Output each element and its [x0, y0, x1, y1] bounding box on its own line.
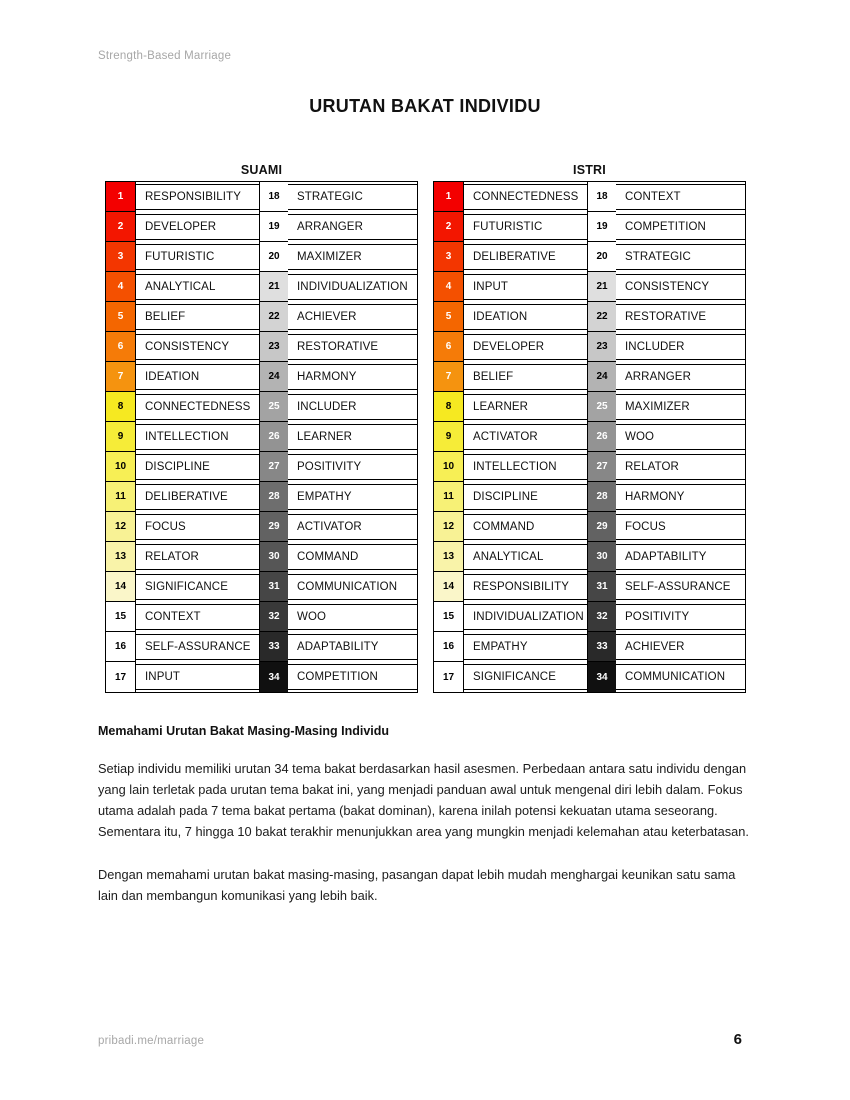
talent-name: CONTEXT	[616, 184, 745, 210]
rank-cell: 24	[587, 362, 616, 392]
talent-name: HARMONY	[288, 364, 417, 390]
footer-url: pribadi.me/marriage	[98, 1035, 205, 1047]
talent-cell	[136, 362, 259, 392]
rank-cell: 6	[434, 332, 464, 362]
talent-cell	[464, 422, 587, 452]
talent-cell	[616, 602, 745, 632]
talent-cell	[288, 302, 417, 332]
talent-name: MAXIMIZER	[616, 394, 745, 420]
talent-name: COMMAND	[464, 514, 587, 540]
talent-name: ANALYTICAL	[464, 544, 587, 570]
footer	[98, 1031, 742, 1048]
rank-cell: 3	[434, 242, 464, 272]
rank-cell: 12	[434, 512, 464, 542]
talent-cell	[464, 482, 587, 512]
rank-cell: 18	[587, 182, 616, 212]
rank-cell: 29	[587, 512, 616, 542]
talent-cell	[616, 212, 745, 242]
talent-cell	[464, 182, 587, 212]
talent-cell	[136, 332, 259, 362]
talent-name: COMPETITION	[616, 214, 745, 240]
talent-name: STRATEGIC	[616, 244, 745, 270]
talent-name: DELIBERATIVE	[136, 484, 259, 510]
talent-name: BELIEF	[464, 364, 587, 390]
talent-name: INPUT	[136, 664, 259, 690]
rank-cell: 23	[587, 332, 616, 362]
talent-name: WOO	[616, 424, 745, 450]
talent-cell	[288, 422, 417, 452]
rank-cell: 1	[106, 182, 136, 212]
talent-cell	[288, 572, 417, 602]
rank-cell: 8	[434, 392, 464, 422]
talent-cell	[136, 302, 259, 332]
rank-cell: 25	[587, 392, 616, 422]
talent-cell	[288, 632, 417, 662]
talent-name: FUTURISTIC	[136, 244, 259, 270]
talent-name: SIGNIFICANCE	[464, 664, 587, 690]
talent-cell	[616, 302, 745, 332]
talent-cell	[464, 302, 587, 332]
rank-cell: 13	[434, 542, 464, 572]
talent-name: INCLUDER	[616, 334, 745, 360]
rank-cell: 30	[259, 542, 288, 572]
rank-cell: 20	[587, 242, 616, 272]
rank-cell: 23	[259, 332, 288, 362]
talent-cell	[616, 662, 745, 692]
talent-cell	[616, 392, 745, 422]
talent-name: DEVELOPER	[136, 214, 259, 240]
talent-cell	[136, 242, 259, 272]
rank-cell: 22	[259, 302, 288, 332]
talent-name: CONNECTEDNESS	[464, 184, 587, 210]
talent-cell	[136, 632, 259, 662]
rank-cell: 10	[434, 452, 464, 482]
rank-cell: 2	[434, 212, 464, 242]
talent-name: RESPONSIBILITY	[136, 184, 259, 210]
talent-cell	[464, 512, 587, 542]
talent-name: ANALYTICAL	[136, 274, 259, 300]
rank-cell: 27	[259, 452, 288, 482]
rank-cell: 26	[587, 422, 616, 452]
talent-name: SIGNIFICANCE	[136, 574, 259, 600]
talent-cell	[616, 482, 745, 512]
talent-name: FOCUS	[136, 514, 259, 540]
rank-cell: 15	[106, 602, 136, 632]
rank-cell: 10	[106, 452, 136, 482]
talent-name: COMMAND	[288, 544, 417, 570]
talent-cell	[616, 362, 745, 392]
talent-cell	[288, 392, 417, 422]
rank-cell: 34	[259, 662, 288, 692]
talent-cell	[136, 272, 259, 302]
rank-cell: 34	[587, 662, 616, 692]
talent-cell	[288, 242, 417, 272]
rank-cell: 18	[259, 182, 288, 212]
talent-name: ACHIEVER	[288, 304, 417, 330]
rank-cell: 31	[259, 572, 288, 602]
talent-name: ACHIEVER	[616, 634, 745, 660]
talent-cell	[136, 482, 259, 512]
talent-table-istri	[433, 181, 746, 693]
talent-name: EMPATHY	[464, 634, 587, 660]
rank-cell: 1	[434, 182, 464, 212]
talent-cell	[616, 422, 745, 452]
talent-name: IDEATION	[136, 364, 259, 390]
talent-cell	[616, 572, 745, 602]
talent-cell	[288, 362, 417, 392]
rank-cell: 32	[259, 602, 288, 632]
talent-cell	[616, 632, 745, 662]
talent-cell	[464, 272, 587, 302]
talent-cell	[288, 662, 417, 692]
istri-table-block	[433, 163, 746, 693]
talent-name: HARMONY	[616, 484, 745, 510]
rank-cell: 30	[587, 542, 616, 572]
rank-cell: 14	[106, 572, 136, 602]
rank-cell: 9	[106, 422, 136, 452]
talent-cell	[616, 452, 745, 482]
talent-name: SELF-ASSURANCE	[136, 634, 259, 660]
talent-cell	[616, 512, 745, 542]
rank-cell: 5	[434, 302, 464, 332]
talent-name: INDIVIDUALIZATION	[288, 274, 417, 300]
talent-name: DEVELOPER	[464, 334, 587, 360]
talent-cell	[464, 602, 587, 632]
talent-cell	[136, 212, 259, 242]
talent-cell	[464, 362, 587, 392]
talent-table-suami	[105, 181, 418, 693]
talent-name: INTELLECTION	[136, 424, 259, 450]
rank-cell: 24	[259, 362, 288, 392]
talent-cell	[464, 242, 587, 272]
talent-name: INCLUDER	[288, 394, 417, 420]
talent-tables	[105, 163, 746, 693]
talent-name: SELF-ASSURANCE	[616, 574, 745, 600]
rank-cell: 19	[587, 212, 616, 242]
talent-name: POSITIVITY	[616, 604, 745, 630]
talent-cell	[136, 422, 259, 452]
talent-name: WOO	[288, 604, 417, 630]
talent-cell	[288, 212, 417, 242]
talent-cell	[288, 272, 417, 302]
suami-table-block	[105, 163, 418, 693]
talent-cell	[288, 452, 417, 482]
talent-cell	[464, 542, 587, 572]
rank-cell: 26	[259, 422, 288, 452]
talent-name: COMMUNICATION	[288, 574, 417, 600]
talent-name: LEARNER	[288, 424, 417, 450]
talent-cell	[136, 512, 259, 542]
talent-cell	[464, 332, 587, 362]
talent-name: DISCIPLINE	[136, 454, 259, 480]
section-heading: Memahami Urutan Bakat Masing-Masing Individu	[98, 724, 390, 738]
talent-name: RESTORATIVE	[288, 334, 417, 360]
talent-name: CONSISTENCY	[616, 274, 745, 300]
rank-cell: 33	[587, 632, 616, 662]
talent-cell	[136, 542, 259, 572]
rank-cell: 4	[106, 272, 136, 302]
talent-cell	[288, 542, 417, 572]
rank-cell: 16	[434, 632, 464, 662]
rank-cell: 33	[259, 632, 288, 662]
rank-cell: 11	[434, 482, 464, 512]
talent-name: LEARNER	[464, 394, 587, 420]
talent-cell	[136, 662, 259, 692]
talent-name: RESPONSIBILITY	[464, 574, 587, 600]
rank-cell: 15	[434, 602, 464, 632]
rank-cell: 12	[106, 512, 136, 542]
talent-name: DELIBERATIVE	[464, 244, 587, 270]
rank-cell: 9	[434, 422, 464, 452]
talent-name: MAXIMIZER	[288, 244, 417, 270]
rank-cell: 5	[106, 302, 136, 332]
talent-name: ARRANGER	[616, 364, 745, 390]
talent-name: ACTIVATOR	[464, 424, 587, 450]
talent-name: CONTEXT	[136, 604, 259, 630]
talent-name: CONNECTEDNESS	[136, 394, 259, 420]
talent-cell	[136, 602, 259, 632]
talent-cell	[288, 512, 417, 542]
talent-cell	[136, 452, 259, 482]
rank-cell: 25	[259, 392, 288, 422]
talent-cell	[288, 332, 417, 362]
page-title: URUTAN BAKAT INDIVIDU	[309, 96, 541, 116]
rank-cell: 31	[587, 572, 616, 602]
talent-cell	[616, 542, 745, 572]
talent-cell	[288, 482, 417, 512]
rank-cell: 29	[259, 512, 288, 542]
paragraph-1: Setiap individu memiliki urutan 34 tema bakat berdasarkan hasil asesmen. Perbedaan antara satu individu dengan yang lain terletak pada urutan tema bakat ini, yang menjadi panduan awal untuk mengenal diri lebih dalam. Fokus utama adalah pada 7 tema bakat pertama (bakat dominan), karena inilah potensi kekuatan utama seseorang. Sementara itu, 7 hingga 10 bakat terakhir menunjukkan area yang mungkin menjadi kelemahan atau keterbatasan.	[98, 761, 749, 839]
talent-name: FUTURISTIC	[464, 214, 587, 240]
talent-cell	[464, 212, 587, 242]
body-text-section	[98, 724, 756, 928]
rank-cell: 27	[587, 452, 616, 482]
talent-cell	[464, 392, 587, 422]
rank-cell: 19	[259, 212, 288, 242]
running-header: Strength-Based Marriage	[98, 50, 232, 62]
rank-cell: 21	[587, 272, 616, 302]
talent-name: STRATEGIC	[288, 184, 417, 210]
rank-cell: 17	[106, 662, 136, 692]
talent-name: COMMUNICATION	[616, 664, 745, 690]
talent-name: INDIVIDUALIZATION	[464, 604, 587, 630]
talent-cell	[464, 662, 587, 692]
talent-cell	[136, 572, 259, 602]
rank-cell: 14	[434, 572, 464, 602]
talent-cell	[616, 332, 745, 362]
rank-cell: 20	[259, 242, 288, 272]
talent-name: COMPETITION	[288, 664, 417, 690]
talent-name: CONSISTENCY	[136, 334, 259, 360]
talent-name: FOCUS	[616, 514, 745, 540]
talent-name: ADAPTABILITY	[616, 544, 745, 570]
talent-cell	[464, 632, 587, 662]
istri-table-title: ISTRI	[573, 163, 606, 177]
talent-name: IDEATION	[464, 304, 587, 330]
talent-name: POSITIVITY	[288, 454, 417, 480]
talent-name: DISCIPLINE	[464, 484, 587, 510]
talent-name: ARRANGER	[288, 214, 417, 240]
talent-name: INPUT	[464, 274, 587, 300]
talent-name: ACTIVATOR	[288, 514, 417, 540]
rank-cell: 28	[587, 482, 616, 512]
rank-cell: 6	[106, 332, 136, 362]
rank-cell: 21	[259, 272, 288, 302]
rank-cell: 13	[106, 542, 136, 572]
paragraph-2: Dengan memahami urutan bakat masing-masing, pasangan dapat lebih mudah menghargai keunikan satu sama lain dan membangun komunikasi yang lebih baik.	[98, 867, 736, 903]
talent-cell	[616, 182, 745, 212]
talent-name: INTELLECTION	[464, 454, 587, 480]
talent-name: BELIEF	[136, 304, 259, 330]
rank-cell: 16	[106, 632, 136, 662]
suami-table-title: SUAMI	[240, 163, 283, 177]
rank-cell: 22	[587, 302, 616, 332]
talent-name: RESTORATIVE	[616, 304, 745, 330]
rank-cell: 7	[106, 362, 136, 392]
talent-name: EMPATHY	[288, 484, 417, 510]
talent-name: ADAPTABILITY	[288, 634, 417, 660]
talent-cell	[136, 392, 259, 422]
talent-cell	[288, 182, 417, 212]
rank-cell: 4	[434, 272, 464, 302]
talent-cell	[616, 242, 745, 272]
rank-cell: 28	[259, 482, 288, 512]
talent-cell	[464, 452, 587, 482]
rank-cell: 11	[106, 482, 136, 512]
talent-cell	[288, 602, 417, 632]
talent-name: RELATOR	[616, 454, 745, 480]
rank-cell: 7	[434, 362, 464, 392]
talent-cell	[464, 572, 587, 602]
rank-cell: 3	[106, 242, 136, 272]
talent-cell	[136, 182, 259, 212]
talent-name: RELATOR	[136, 544, 259, 570]
talent-cell	[616, 272, 745, 302]
rank-cell: 17	[434, 662, 464, 692]
page-number: 6	[733, 1031, 742, 1048]
rank-cell: 8	[106, 392, 136, 422]
rank-cell: 32	[587, 602, 616, 632]
rank-cell: 2	[106, 212, 136, 242]
